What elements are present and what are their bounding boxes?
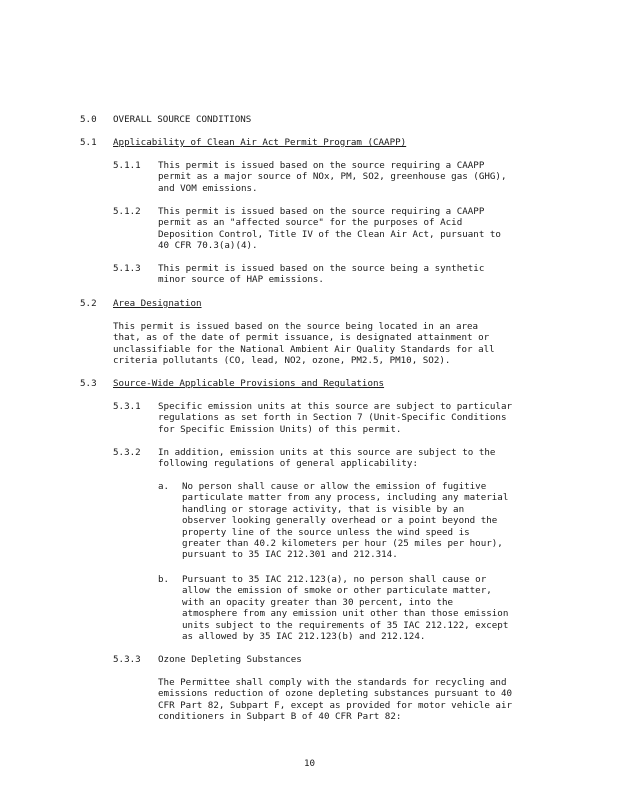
item-text: This permit is issued based on the source requiring a CAAPP permit as a major source of NOx, PM, SO2, greenhouse gas (GHG), and VOM emissions. bbox=[158, 160, 507, 194]
item-number: 5.1.2 bbox=[113, 206, 141, 217]
item-number: 5.3.3 bbox=[113, 654, 141, 665]
item-number: 5.1.3 bbox=[113, 263, 141, 274]
item-title: Ozone Depleting Substances bbox=[158, 654, 302, 665]
section-number: 5.3 bbox=[80, 378, 97, 389]
item-text: The Permittee shall comply with the standards for recycling and emissions reduction of ozone depleting substances pursuant to 40 CFR Part 82, Subpart F, except as provided for motor vehicle air conditioners in Subpart B of 40 CFR Part 82: bbox=[158, 677, 513, 723]
section-title: Source-Wide Applicable Provisions and Regulations bbox=[113, 378, 385, 389]
item-number: 5.1.1 bbox=[113, 160, 141, 171]
section-title: Applicability of Clean Air Act Permit Program (CAAPP) bbox=[113, 137, 407, 148]
page-number: 10 bbox=[303, 758, 316, 769]
item-text: This permit is issued based on the source being a synthetic minor source of HAP emissions. bbox=[158, 263, 485, 286]
section-title: Area Designation bbox=[113, 298, 202, 309]
item-number: 5.3.1 bbox=[113, 401, 141, 412]
section-number: 5.2 bbox=[80, 298, 97, 309]
item-number: 5.3.2 bbox=[113, 447, 141, 458]
item-text: Specific emission units at this source are subject to particular regulations as set forth in Section 7 (Unit-Specific Conditions for Specific Emission Units) of this permit. bbox=[158, 401, 513, 435]
section-number: 5.0 bbox=[80, 114, 97, 125]
paragraph-text: This permit is issued based on the source being located in an area that, as of the date of permit issuance, is designated attainment or unclassifiable for the National Ambient Air Quality Standards for all criteria pollutants (CO, lead, NO2, ozone, PM2.5, PM10, SO2). bbox=[113, 321, 495, 367]
item-text: In addition, emission units at this source are subject to the following regulations of general applicability: bbox=[158, 447, 496, 470]
item-text: This permit is issued based on the source requiring a CAAPP permit as an "affected source" for the purposes of Acid Deposition Control, Title IV of the Clean Air Act, pursuant to 40 CFR 70.3(a)(4). bbox=[158, 206, 501, 252]
subitem-letter: a. bbox=[158, 481, 170, 492]
section-number: 5.1 bbox=[80, 137, 97, 148]
subitem-text: Pursuant to 35 IAC 212.123(a), no person shall cause or allow the emission of smoke or other particulate matter, with an opacity greater than 30 percent, into the atmosphere from any emission unit other than those emission units subject to the requirements of 35 IAC 212.122, except as allowed by 35 IAC 212.123(b) and 212.124. bbox=[182, 574, 509, 643]
section-title: OVERALL SOURCE CONDITIONS bbox=[113, 114, 252, 125]
subitem-text: No person shall cause or allow the emission of fugitive particulate matter from any process, including any material handling or storage activity, that is visible by an observer looking generally overhead or a point beyond the property line of the source unless the wind speed is greater than 40.2 kilometers per hour (25 miles per hour), pursuant to 35 IAC 212.301 and 212.314. bbox=[182, 481, 509, 561]
subitem-letter: b. bbox=[158, 574, 170, 585]
